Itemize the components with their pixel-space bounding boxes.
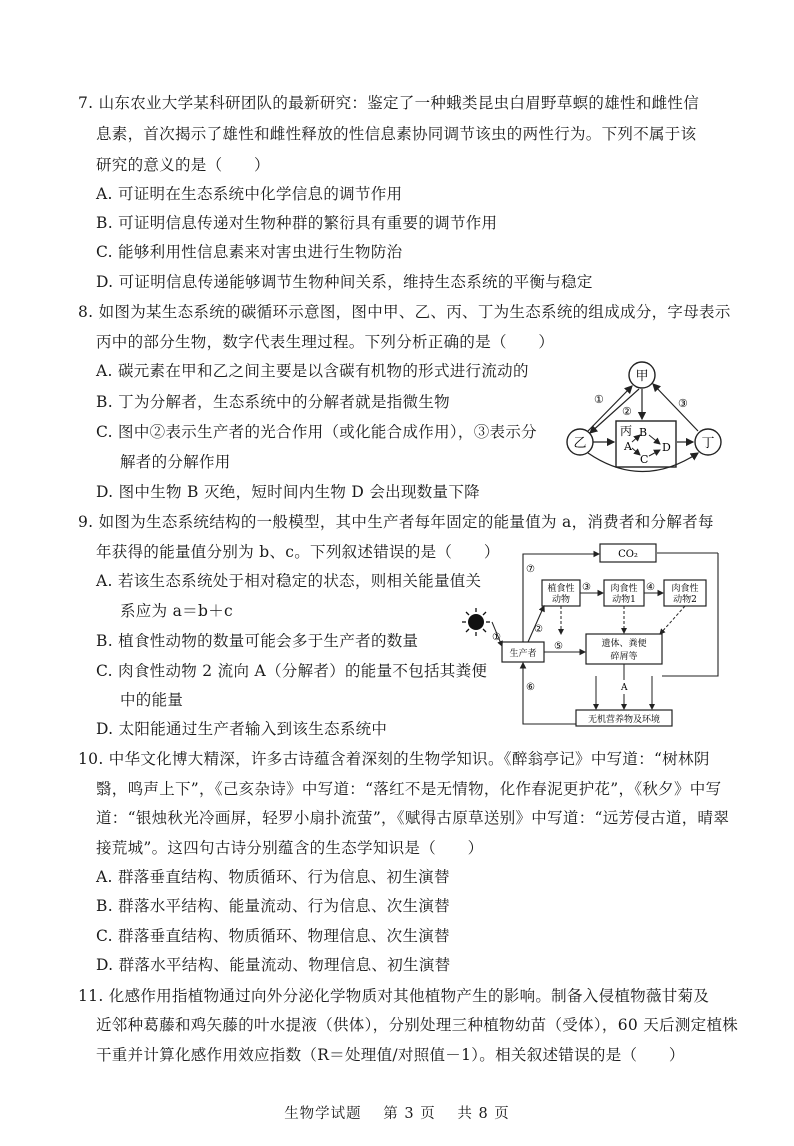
footer-total: 共 8 页 bbox=[457, 1106, 510, 1122]
label-carn2-2: 动物2 bbox=[673, 595, 697, 605]
label-carn2-1: 肉食性 bbox=[671, 584, 699, 594]
label-yi: 乙 bbox=[573, 436, 587, 451]
q7-option-a: A. 可证明在生态系统中化学信息的调节作用 bbox=[96, 185, 403, 203]
q8-option-d: D. 图中生物 B 灭绝，短时间内生物 D 会出现数量下降 bbox=[96, 483, 480, 501]
q9-option-a: A. 若该生态系统处于相对稳定的状态，则相关能量值关 bbox=[96, 572, 482, 590]
label-n1: ① bbox=[594, 393, 604, 406]
q11-stem-line-2: 近邻种葛藤和鸡矢藤的叶水提液（供体），分别处理三种植物幼苗（受体），60 天后测定植株 bbox=[96, 1016, 739, 1034]
q8-option-b: B. 丁为分解者，生态系统中的分解者就是指微生物 bbox=[96, 393, 450, 411]
label-decomposer-A: A bbox=[621, 683, 628, 693]
label-B: B bbox=[639, 426, 648, 439]
ecosystem-model-diagram bbox=[460, 540, 730, 730]
q10-option-a: A. 群落垂直结构、物质循环、行为信息、初生演替 bbox=[96, 868, 450, 886]
q8-option-a: A. 碳元素在甲和乙之间主要是以含碳有机物的形式进行流动的 bbox=[96, 362, 529, 380]
q10-stem-line-3: 道：“银烛秋光冷画屏，轻罗小扇扑流萤”，《赋得古原草送别》中写道：“远芳侵古道，晴翠 bbox=[96, 809, 730, 827]
q11-stem-line-1: 11. 化感作用指植物通过向外分泌化学物质对其他植物产生的影响。制备入侵植物薇甘菊及 bbox=[78, 987, 710, 1005]
footer-page: 第 3 页 bbox=[383, 1106, 436, 1122]
q7-stem-line-1: 7. 山东农业大学某科研团队的最新研究：鉴定了一种蛾类昆虫白眉野草螟的雄性和雌性信 bbox=[78, 94, 700, 112]
label-A: A bbox=[624, 440, 632, 453]
q8-stem-line-2: 丙中的部分生物，数字代表生理过程。下列分析正确的是（ ） bbox=[96, 333, 555, 351]
label-detritus-1: 遗体、粪便 bbox=[601, 639, 647, 649]
label-carn1-2: 动物1 bbox=[612, 595, 636, 605]
q9-option-b: B. 植食性动物的数量可能会多于生产者的数量 bbox=[96, 632, 419, 650]
carbon-cycle-diagram bbox=[560, 355, 740, 485]
label-n2: ② bbox=[622, 405, 632, 418]
q10-option-b: B. 群落水平结构、能量流动、行为信息、次生演替 bbox=[96, 897, 450, 915]
label-herb-2: 动物 bbox=[551, 595, 571, 605]
q10-option-c: C. 群落垂直结构、物质循环、物理信息、次生演替 bbox=[96, 927, 450, 945]
label-n3: ③ bbox=[678, 397, 688, 410]
label-n5: ⑤ bbox=[554, 641, 563, 652]
q8-stem-line-1: 8. 如图为某生态系统的碳循环示意图，图中甲、乙、丙、丁为生态系统的组成成分，字母表示 bbox=[78, 303, 731, 321]
label-n2: ② bbox=[534, 624, 543, 635]
q7-option-c: C. 能够利用性信息素来对害虫进行生物防治 bbox=[96, 243, 403, 261]
q11-stem-line-3: 干重并计算化感作用效应指数（R＝处理值/对照值－1）。相关叙述错误的是（ ） bbox=[96, 1046, 685, 1064]
label-abiotic: 无机营养物及环境 bbox=[587, 715, 661, 725]
label-co2: CO₂ bbox=[618, 549, 638, 560]
q9-option-c-cont: 中的能量 bbox=[120, 691, 184, 709]
label-n6: ⑥ bbox=[526, 682, 535, 693]
footer-subject: 生物学试题 bbox=[284, 1106, 362, 1122]
label-herb-1: 植食性 bbox=[547, 584, 575, 594]
q9-option-a-cont: 系应为 a＝b＋c bbox=[120, 602, 233, 620]
label-n1: ① bbox=[492, 632, 501, 643]
q9-option-c: C. 肉食性动物 2 流向 A（分解者）的能量不包括其粪便 bbox=[96, 662, 488, 680]
q7-option-b: B. 可证明信息传递对生物种群的繁衍具有重要的调节作用 bbox=[96, 214, 498, 232]
q10-stem-line-1: 10. 中华文化博大精深，许多古诗蕴含着深刻的生物学知识。《醉翁亭记》中写道：“树林阴 bbox=[78, 750, 710, 768]
page-footer bbox=[0, 1102, 794, 1123]
label-n4: ④ bbox=[646, 582, 655, 593]
q9-stem-line-1: 9. 如图为生态系统结构的一般模型，其中生产者每年固定的能量值为 a，消费者和分解者每 bbox=[78, 513, 714, 531]
sun-icon bbox=[462, 608, 490, 636]
label-detritus-2: 碎屑等 bbox=[610, 652, 638, 662]
label-carn1-1: 肉食性 bbox=[610, 584, 638, 594]
label-D: D bbox=[662, 441, 671, 454]
q10-stem-line-2: 翳，鸣声上下”，《己亥杂诗》中写道：“落红不是无情物，化作春泥更护花”，《秋夕》中写 bbox=[96, 780, 722, 798]
q8-option-c-cont: 解者的分解作用 bbox=[120, 453, 231, 471]
label-n7: ⑦ bbox=[526, 564, 535, 575]
label-jia: 甲 bbox=[635, 369, 649, 384]
q9-stem-line-2: 年获得的能量值分别为 b、c。下列叙述错误的是（ ） bbox=[96, 543, 500, 561]
label-n3: ③ bbox=[582, 582, 591, 593]
q8-option-c: C. 图中②表示生产者的光合作用（或化能合成作用），③表示分 bbox=[96, 423, 537, 441]
q7-stem-line-2: 息素，首次揭示了雄性和雌性释放的性信息素协同调节该虫的两性行为。下列不属于该 bbox=[96, 125, 697, 143]
q7-option-d: D. 可证明信息传递能够调节生物种间关系，维持生态系统的平衡与稳定 bbox=[96, 273, 593, 291]
label-C: C bbox=[640, 453, 649, 466]
q9-option-d: D. 太阳能通过生产者输入到该生态系统中 bbox=[96, 720, 388, 738]
label-bing: 丙 bbox=[620, 424, 633, 438]
label-producer: 生产者 bbox=[509, 649, 537, 659]
q7-stem-line-3: 研究的意义的是（ ） bbox=[96, 156, 270, 174]
label-ding: 丁 bbox=[701, 436, 715, 451]
q10-option-d: D. 群落水平结构、能量流动、物理信息、初生演替 bbox=[96, 956, 451, 974]
q10-stem-line-4: 接荒城”。这四句古诗分别蕴含的生态学知识是（ ） bbox=[96, 839, 484, 857]
